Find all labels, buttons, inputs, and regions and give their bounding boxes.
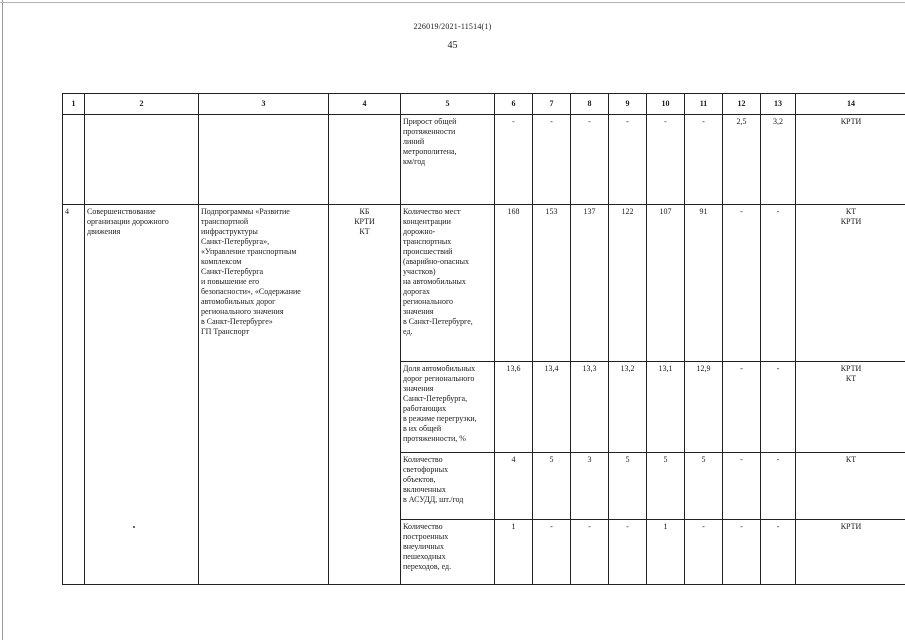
document-number: 226019/2021-11514(1)	[413, 22, 492, 31]
cell-responsible: КРТИ	[796, 115, 905, 205]
cell-programs	[199, 115, 329, 205]
cell-value: 13,3	[571, 362, 609, 453]
header-cell: 11	[685, 94, 723, 115]
cell-indicator: Доля автомобильных дорог регионального значения Санкт-Петербурга, работающих в режиме перегрузки, в их общей протяженности, %	[401, 362, 495, 453]
header-cell: 7	[533, 94, 571, 115]
cell-value: 4	[495, 453, 533, 520]
header-cell: 4	[329, 94, 401, 115]
cell-value: 13,2	[609, 362, 647, 453]
cell-value: 168	[495, 205, 533, 362]
cell-value: 13,4	[533, 362, 571, 453]
cell-value: -	[571, 520, 609, 585]
cell-value: -	[609, 520, 647, 585]
cell-value: 5	[647, 453, 685, 520]
cell-value: 3	[571, 453, 609, 520]
cell-value: -	[647, 115, 685, 205]
cell-value: 13,1	[647, 362, 685, 453]
cell-executors	[329, 115, 401, 205]
cell-value: 153	[533, 205, 571, 362]
cell-value: 2,5	[723, 115, 761, 205]
table-row	[63, 115, 905, 205]
cell-indicator: Количество мест концентрации дорожно- транспортных происшествий (аварийно-опасных участков) на автомобильных дорогах регионального значения в Санкт-Петербурге, ед.	[401, 205, 495, 362]
header-cell: 13	[761, 94, 796, 115]
cell-indicator: Количество светофорных объектов, включенных в АСУДД, шт./год	[401, 453, 495, 520]
cell-task: Совершенствование организации дорожного движения	[85, 205, 199, 585]
cell-responsible: КТ	[796, 453, 905, 520]
header-cell: 3	[199, 94, 329, 115]
header-cell: 2	[85, 94, 199, 115]
cell-value: 5	[685, 453, 723, 520]
cell-programs: Подпрограммы «Развитие транспортной инфраструктуры Санкт-Петербурга», «Управление транспортным комплексом Санкт-Петербурга и повышение его безопасности», «Содержание автомобильных дорог регионального значения в Санкт-Петербурге» ГП Транспорт	[199, 205, 329, 585]
header-cell: 5	[401, 94, 495, 115]
cell-value: 13,6	[495, 362, 533, 453]
header-cell: 12	[723, 94, 761, 115]
table-header-row	[63, 94, 905, 115]
cell-value: -	[723, 520, 761, 585]
cell-value: 137	[571, 205, 609, 362]
table-row	[63, 205, 905, 362]
cell-value: -	[761, 453, 796, 520]
cell-indicator: Количество построенных внеуличных пешеходных переходов, ед.	[401, 520, 495, 585]
header-cell: 14	[796, 94, 905, 115]
cell-value: -	[609, 115, 647, 205]
cell-responsible: КТ КРТИ	[796, 205, 905, 362]
cell-responsible: КРТИ	[796, 520, 905, 585]
cell-value: -	[495, 115, 533, 205]
cell-task	[85, 115, 199, 205]
header-cell: 8	[571, 94, 609, 115]
cell-value: 1	[647, 520, 685, 585]
cell-number: 4	[63, 205, 85, 585]
cell-value: 5	[533, 453, 571, 520]
header-cell: 1	[63, 94, 85, 115]
header-cell: 6	[495, 94, 533, 115]
cell-value: -	[761, 362, 796, 453]
cell-executors: КБ КРТИ КТ	[329, 205, 401, 585]
cell-value: -	[723, 205, 761, 362]
cell-value: -	[761, 520, 796, 585]
cell-value: 12,9	[685, 362, 723, 453]
scan-edge-top	[0, 2, 905, 3]
cell-value: -	[723, 362, 761, 453]
cell-value: -	[723, 453, 761, 520]
page-number: 45	[447, 40, 458, 51]
cell-number	[63, 115, 85, 205]
cell-value: -	[685, 115, 723, 205]
cell-value: 3,2	[761, 115, 796, 205]
cell-responsible: КРТИ КТ	[796, 362, 905, 453]
cell-value: -	[533, 115, 571, 205]
cell-value: 91	[685, 205, 723, 362]
cell-value: -	[685, 520, 723, 585]
cell-value: -	[533, 520, 571, 585]
cell-value: -	[571, 115, 609, 205]
cell-value: 122	[609, 205, 647, 362]
cell-value: 107	[647, 205, 685, 362]
cell-indicator: Прирост общей протяженности линий метрополитена, км/год	[401, 115, 495, 205]
cell-value: -	[761, 205, 796, 362]
indicator-table	[62, 93, 905, 585]
header-cell: 10	[647, 94, 685, 115]
scan-speck	[133, 526, 135, 528]
header-cell: 9	[609, 94, 647, 115]
cell-value: 5	[609, 453, 647, 520]
scan-edge-left	[2, 0, 3, 640]
cell-value: 1	[495, 520, 533, 585]
